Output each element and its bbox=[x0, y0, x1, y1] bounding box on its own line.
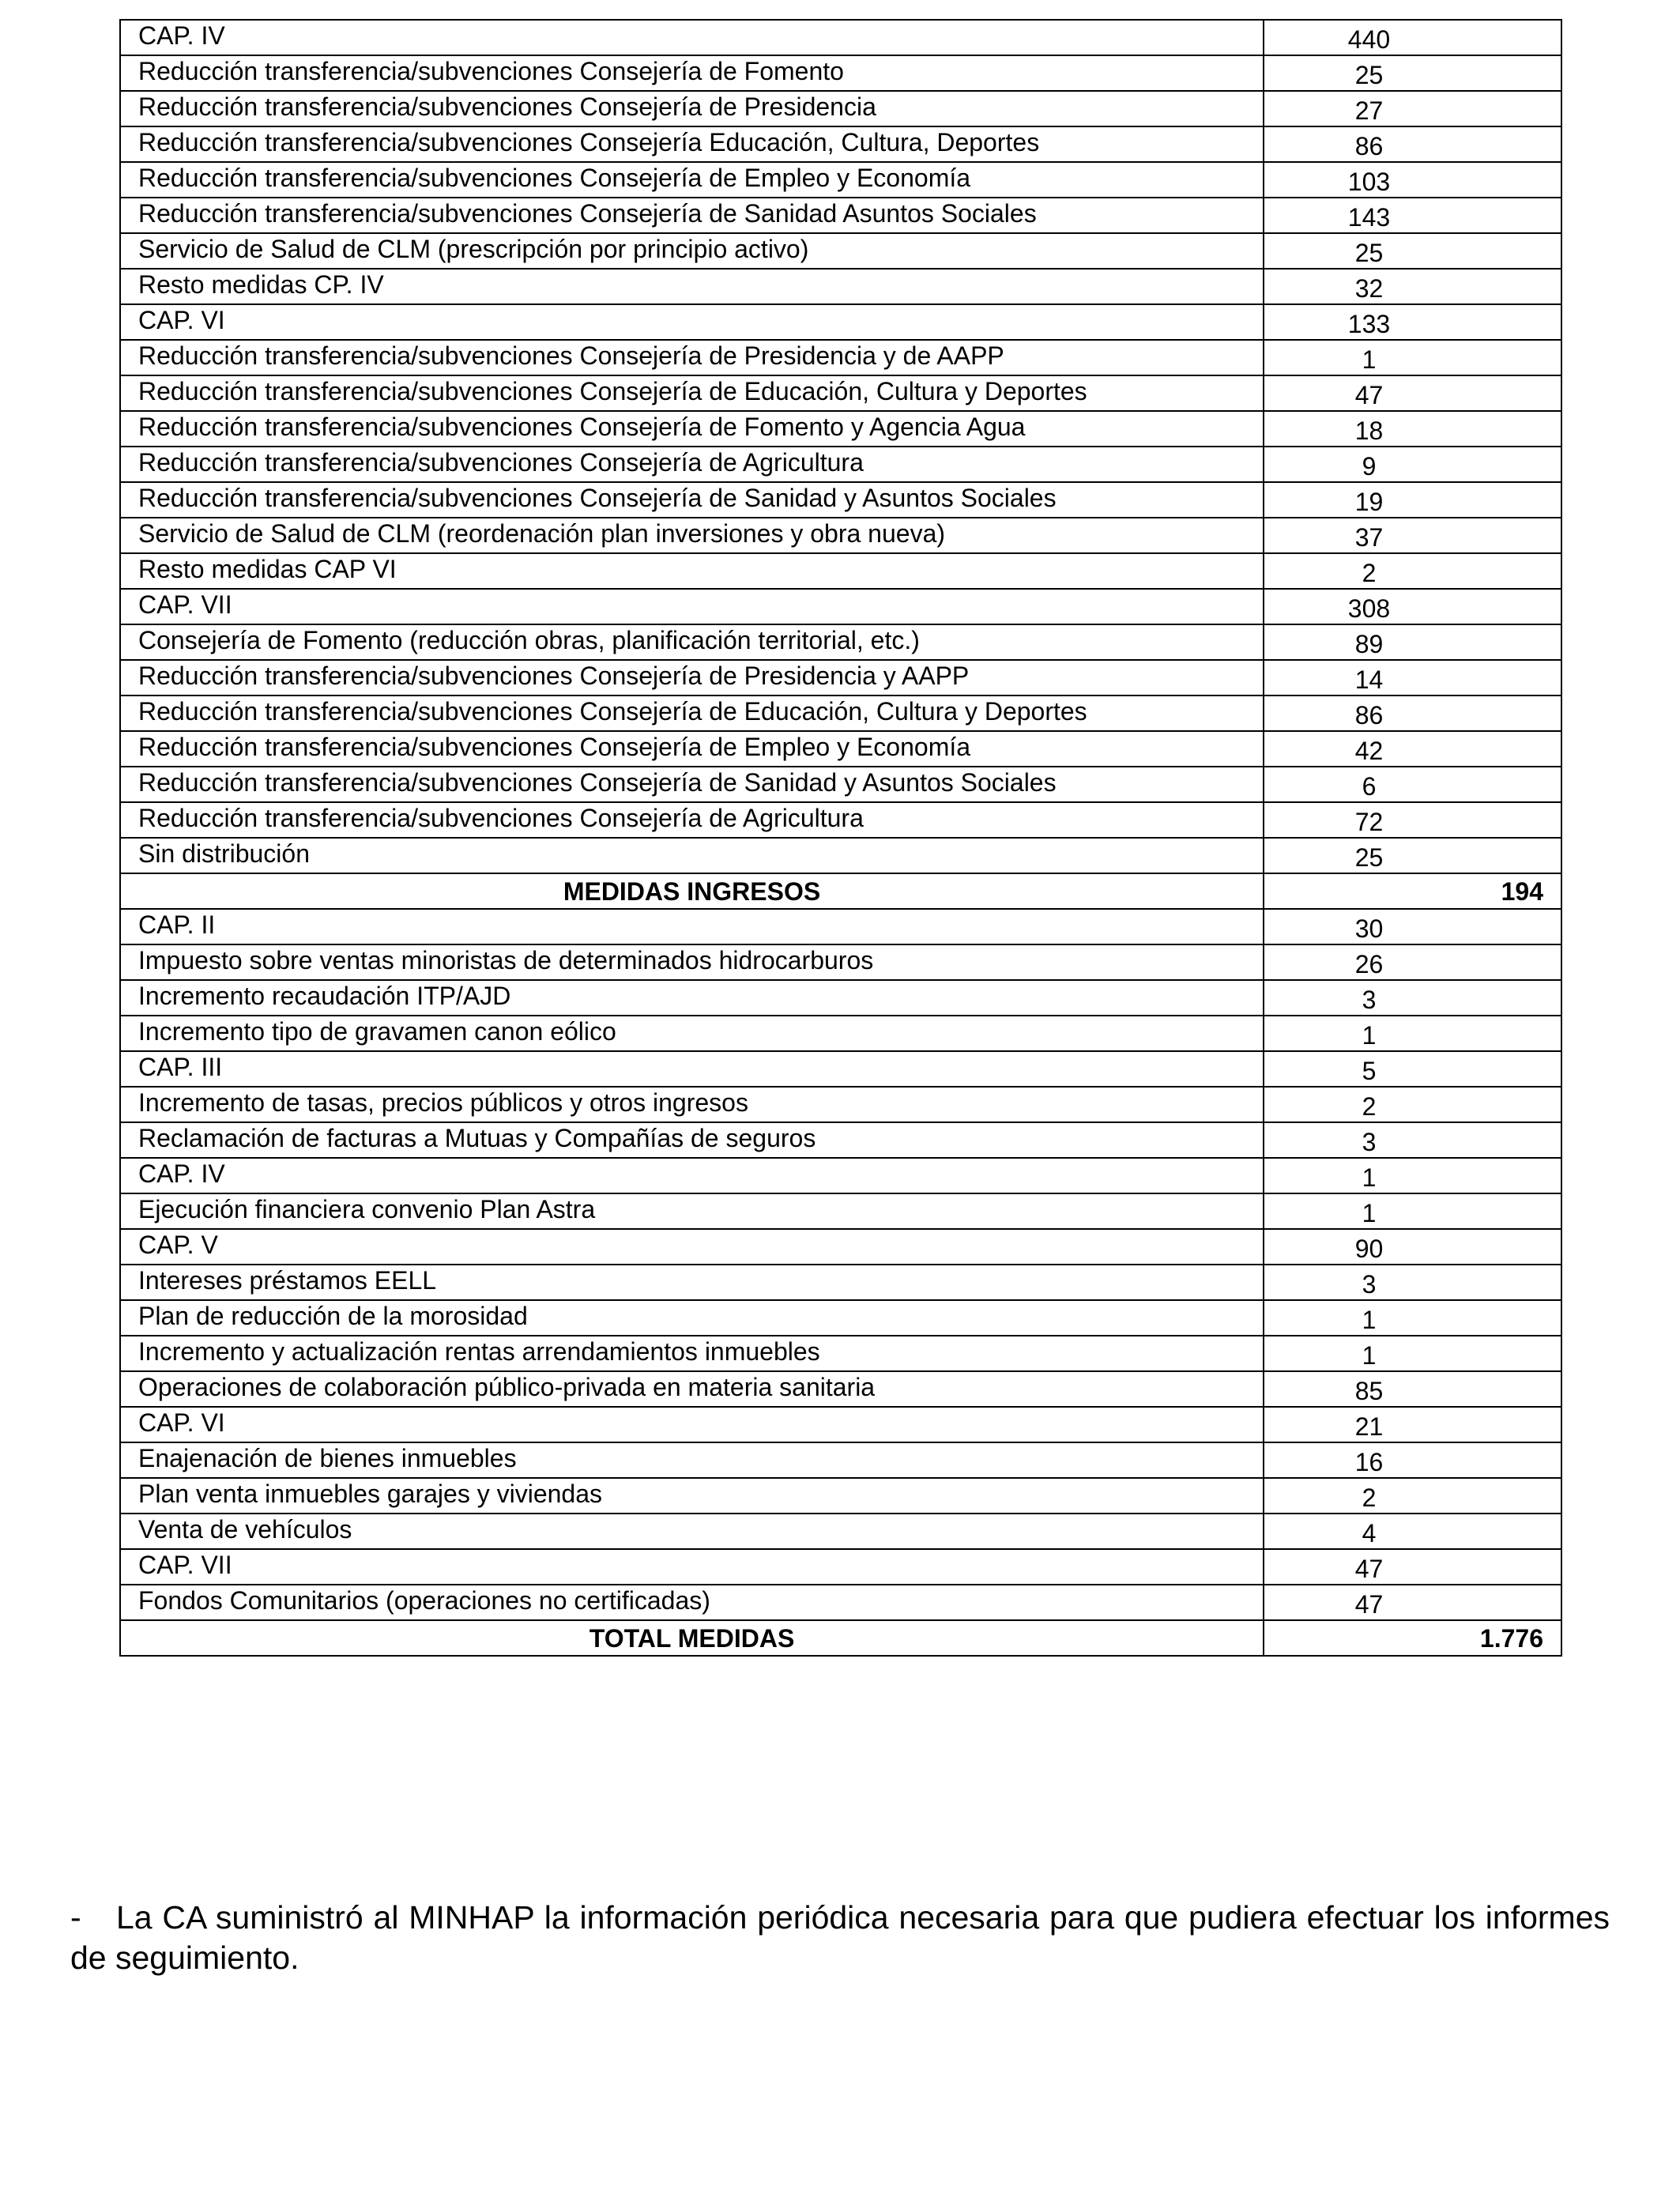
row-label: Incremento de tasas, precios públicos y otros ingresos bbox=[120, 1087, 1264, 1122]
table-row bbox=[120, 696, 1561, 731]
row-value: 3 bbox=[1264, 980, 1561, 1016]
table-row bbox=[120, 269, 1561, 304]
row-value: 37 bbox=[1264, 518, 1561, 553]
row-label: Servicio de Salud de CLM (reordenación plan inversiones y obra nueva) bbox=[120, 518, 1264, 553]
row-label: Reducción transferencia/subvenciones Consejería de Fomento y Agencia Agua bbox=[120, 411, 1264, 447]
measures-table-body bbox=[120, 20, 1561, 1656]
row-label: CAP. II bbox=[120, 909, 1264, 944]
table-row bbox=[120, 1265, 1561, 1300]
row-value: 1 bbox=[1264, 1158, 1561, 1193]
row-value: 1 bbox=[1264, 340, 1561, 375]
row-label: Servicio de Salud de CLM (prescripción por principio activo) bbox=[120, 233, 1264, 269]
row-label: CAP. V bbox=[120, 1229, 1264, 1265]
row-label: Fondos Comunitarios (operaciones no certificadas) bbox=[120, 1585, 1264, 1620]
measures-table bbox=[119, 19, 1562, 1657]
row-value: 4 bbox=[1264, 1514, 1561, 1549]
table-row bbox=[120, 518, 1561, 553]
table-row bbox=[120, 767, 1561, 802]
table-row bbox=[120, 55, 1561, 91]
table-row bbox=[120, 731, 1561, 767]
row-label: CAP. VI bbox=[120, 1407, 1264, 1442]
table-row bbox=[120, 1478, 1561, 1514]
section-total: 194 bbox=[1264, 873, 1561, 909]
row-value: 1 bbox=[1264, 1336, 1561, 1371]
table-row bbox=[120, 1442, 1561, 1478]
row-value: 32 bbox=[1264, 269, 1561, 304]
table-row bbox=[120, 340, 1561, 375]
table-row bbox=[120, 1371, 1561, 1407]
row-value: 14 bbox=[1264, 660, 1561, 696]
row-label: CAP. III bbox=[120, 1051, 1264, 1087]
row-label: Reducción transferencia/subvenciones Consejería de Sanidad y Asuntos Sociales bbox=[120, 767, 1264, 802]
table-row bbox=[120, 1336, 1561, 1371]
table-row bbox=[120, 1016, 1561, 1051]
section-total: 1.776 bbox=[1264, 1620, 1561, 1656]
row-label: Incremento y actualización rentas arrendamientos inmuebles bbox=[120, 1336, 1264, 1371]
row-value: 1 bbox=[1264, 1193, 1561, 1229]
table-row bbox=[120, 660, 1561, 696]
row-value: 103 bbox=[1264, 162, 1561, 198]
row-label: Reducción transferencia/subvenciones Consejería de Agricultura bbox=[120, 447, 1264, 482]
row-value: 18 bbox=[1264, 411, 1561, 447]
row-label: Plan de reducción de la morosidad bbox=[120, 1300, 1264, 1336]
row-value: 90 bbox=[1264, 1229, 1561, 1265]
row-value: 16 bbox=[1264, 1442, 1561, 1478]
row-value: 47 bbox=[1264, 1549, 1561, 1585]
row-label: Reducción transferencia/subvenciones Consejería de Empleo y Economía bbox=[120, 731, 1264, 767]
row-value: 85 bbox=[1264, 1371, 1561, 1407]
row-label: Reducción transferencia/subvenciones Consejería de Agricultura bbox=[120, 802, 1264, 838]
row-value: 1 bbox=[1264, 1016, 1561, 1051]
table-row bbox=[120, 1087, 1561, 1122]
table-row bbox=[120, 20, 1561, 55]
row-value: 308 bbox=[1264, 589, 1561, 624]
table-row bbox=[120, 1585, 1561, 1620]
row-label: Reducción transferencia/subvenciones Consejería de Sanidad y Asuntos Sociales bbox=[120, 482, 1264, 518]
table-row bbox=[120, 233, 1561, 269]
table-row bbox=[120, 411, 1561, 447]
table-row bbox=[120, 304, 1561, 340]
row-value: 30 bbox=[1264, 909, 1561, 944]
row-label: Venta de vehículos bbox=[120, 1514, 1264, 1549]
row-label: CAP. VI bbox=[120, 304, 1264, 340]
row-label: Resto medidas CP. IV bbox=[120, 269, 1264, 304]
row-label: Reducción transferencia/subvenciones Consejería de Educación, Cultura y Deportes bbox=[120, 375, 1264, 411]
table-row bbox=[120, 1514, 1561, 1549]
row-value: 72 bbox=[1264, 802, 1561, 838]
row-label: Sin distribución bbox=[120, 838, 1264, 873]
row-value: 2 bbox=[1264, 1087, 1561, 1122]
row-label: Incremento tipo de gravamen canon eólico bbox=[120, 1016, 1264, 1051]
row-label: CAP. VII bbox=[120, 1549, 1264, 1585]
row-label: Reducción transferencia/subvenciones Consejería de Sanidad Asuntos Sociales bbox=[120, 198, 1264, 233]
row-label: Incremento recaudación ITP/AJD bbox=[120, 980, 1264, 1016]
table-row bbox=[120, 589, 1561, 624]
row-value: 25 bbox=[1264, 838, 1561, 873]
table-row bbox=[120, 1300, 1561, 1336]
row-value: 5 bbox=[1264, 1051, 1561, 1087]
row-value: 440 bbox=[1264, 20, 1561, 55]
table-row bbox=[120, 1051, 1561, 1087]
row-value: 47 bbox=[1264, 1585, 1561, 1620]
section-title: MEDIDAS INGRESOS bbox=[120, 873, 1264, 909]
row-value: 25 bbox=[1264, 55, 1561, 91]
row-value: 27 bbox=[1264, 91, 1561, 126]
row-label: Reducción transferencia/subvenciones Consejería de Presidencia y de AAPP bbox=[120, 340, 1264, 375]
row-value: 3 bbox=[1264, 1265, 1561, 1300]
row-label: CAP. IV bbox=[120, 1158, 1264, 1193]
table-row bbox=[120, 944, 1561, 980]
row-value: 1 bbox=[1264, 1300, 1561, 1336]
row-value: 3 bbox=[1264, 1122, 1561, 1158]
row-value: 47 bbox=[1264, 375, 1561, 411]
row-value: 86 bbox=[1264, 126, 1561, 162]
row-label: CAP. IV bbox=[120, 20, 1264, 55]
row-value: 25 bbox=[1264, 233, 1561, 269]
table-section-row bbox=[120, 873, 1561, 909]
table-row bbox=[120, 1158, 1561, 1193]
row-label: Reclamación de facturas a Mutuas y Compañías de seguros bbox=[120, 1122, 1264, 1158]
table-row bbox=[120, 162, 1561, 198]
row-value: 143 bbox=[1264, 198, 1561, 233]
table-row bbox=[120, 1407, 1561, 1442]
footnote-paragraph bbox=[70, 1898, 1610, 1978]
table-row bbox=[120, 909, 1561, 944]
row-value: 42 bbox=[1264, 731, 1561, 767]
row-label: Plan venta inmuebles garajes y viviendas bbox=[120, 1478, 1264, 1514]
footnote-bullet: - bbox=[70, 1899, 81, 1936]
table-row bbox=[120, 838, 1561, 873]
row-value: 2 bbox=[1264, 1478, 1561, 1514]
table-row bbox=[120, 1549, 1561, 1585]
row-value: 2 bbox=[1264, 553, 1561, 589]
section-title: TOTAL MEDIDAS bbox=[120, 1620, 1264, 1656]
row-value: 89 bbox=[1264, 624, 1561, 660]
row-label: Intereses préstamos EELL bbox=[120, 1265, 1264, 1300]
table-row bbox=[120, 375, 1561, 411]
table-section-row bbox=[120, 1620, 1561, 1656]
row-label: Ejecución financiera convenio Plan Astra bbox=[120, 1193, 1264, 1229]
table-row bbox=[120, 198, 1561, 233]
row-label: Resto medidas CAP VI bbox=[120, 553, 1264, 589]
row-label: Reducción transferencia/subvenciones Consejería de Fomento bbox=[120, 55, 1264, 91]
table-row bbox=[120, 624, 1561, 660]
table-row bbox=[120, 482, 1561, 518]
row-value: 86 bbox=[1264, 696, 1561, 731]
row-value: 9 bbox=[1264, 447, 1561, 482]
row-value: 19 bbox=[1264, 482, 1561, 518]
table-row bbox=[120, 1193, 1561, 1229]
row-label: Impuesto sobre ventas minoristas de determinados hidrocarburos bbox=[120, 944, 1264, 980]
row-label: Reducción transferencia/subvenciones Consejería de Educación, Cultura y Deportes bbox=[120, 696, 1264, 731]
table-row bbox=[120, 126, 1561, 162]
row-label: Reducción transferencia/subvenciones Consejería de Presidencia bbox=[120, 91, 1264, 126]
row-label: Operaciones de colaboración público-privada en materia sanitaria bbox=[120, 1371, 1264, 1407]
table-row bbox=[120, 980, 1561, 1016]
row-value: 133 bbox=[1264, 304, 1561, 340]
row-value: 21 bbox=[1264, 1407, 1561, 1442]
row-value: 26 bbox=[1264, 944, 1561, 980]
table-row bbox=[120, 1122, 1561, 1158]
row-label: Enajenación de bienes inmuebles bbox=[120, 1442, 1264, 1478]
table-row bbox=[120, 553, 1561, 589]
row-label: Reducción transferencia/subvenciones Consejería de Empleo y Economía bbox=[120, 162, 1264, 198]
table-row bbox=[120, 91, 1561, 126]
row-label: Reducción transferencia/subvenciones Consejería Educación, Cultura, Deportes bbox=[120, 126, 1264, 162]
footnote-text: La CA suministró al MINHAP la información periódica necesaria para que pudiera efectuar los informes de seguimiento. bbox=[70, 1899, 1610, 1976]
row-label: Consejería de Fomento (reducción obras, planificación territorial, etc.) bbox=[120, 624, 1264, 660]
table-row bbox=[120, 802, 1561, 838]
row-label: Reducción transferencia/subvenciones Consejería de Presidencia y AAPP bbox=[120, 660, 1264, 696]
row-label: CAP. VII bbox=[120, 589, 1264, 624]
table-row bbox=[120, 447, 1561, 482]
table-row bbox=[120, 1229, 1561, 1265]
row-value: 6 bbox=[1264, 767, 1561, 802]
